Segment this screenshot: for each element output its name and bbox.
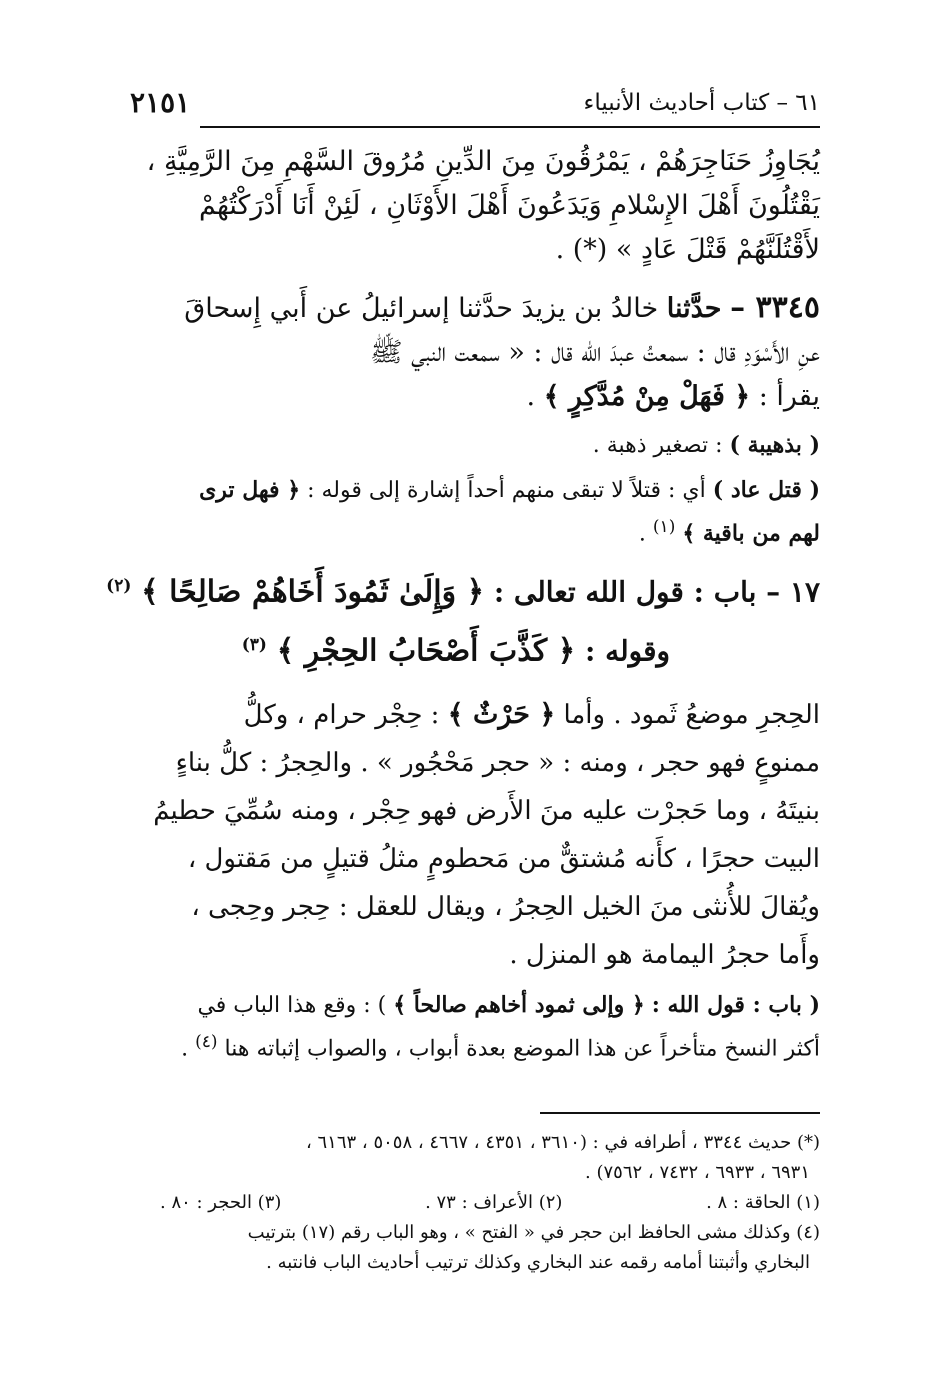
gloss-bdhuhayba — [128, 427, 820, 464]
explanation-line: وأَما حجرُ اليمامة هو المنزل . — [509, 939, 820, 970]
explanation-line: البيت حجرًا ، كأَنه مُشتقٌّ من مَحطومٍ مثلُ قتيلٍ من مَقتول ، — [187, 843, 820, 874]
explanation-line: بنيتَهُ ، وما حَجرْت عليه منَ الأَرض فهو حِجْر ، ومنه سُمِّيَ حطيمُ — [153, 795, 820, 826]
gloss-qatl-aad-cont — [128, 509, 820, 552]
chapter-title: ١٧ – باب : قول الله تعالى : — [493, 575, 820, 609]
chapter-title: وقوله : — [585, 633, 670, 667]
commentary — [128, 427, 820, 552]
gloss-term: ( بذهيبة ) — [729, 432, 820, 458]
hadith-line: عنِ الأَسْوَدِ قال : سمعتُ عبدَ الله قال : « سمعت النبي ﷺ — [369, 337, 820, 368]
quran-verse: ﴿ كَذَّبَ أَصْحَابُ الحِجْرِ ﴾ — [276, 632, 576, 668]
footnote-1: (١) الحاقة : ٨ . — [706, 1192, 820, 1213]
chapter-line — [128, 619, 820, 677]
hadith-number: ٣٣٤٥ – — [730, 290, 820, 325]
gloss-term: ( باب : قول الله : — [651, 991, 820, 1018]
hadith-line: لأَقْتُلَنَّهُمْ قَتْلَ عَادٍ » (*) . — [555, 234, 820, 265]
footnote-ref: (٢) — [106, 576, 132, 597]
gloss-text: أكثر النسخ متأخراً عن هذا الموضع بعدة أبواب ، والصواب إثباته هنا — [224, 1036, 820, 1062]
gloss-term: ( قتل عاد ) — [712, 477, 820, 503]
quran-verse: ﴿ حَرْثٌ ﴾ — [447, 698, 556, 730]
quran-verse: ﴿ وَإِلَىٰ ثَمُودَ أَخَاهُمْ صَالِحًا ﴾ — [141, 574, 485, 610]
explanation-line: ممنوعٍ فهو حجر ، ومنه : « حجر مَحْجُور » . والحِجرُ : كلُّ بناءٍ — [175, 747, 820, 778]
hadith-continuation — [128, 140, 820, 272]
running-title: ٦١ – كتاب أحاديث الأنبياء — [583, 90, 820, 116]
hadith-text: . — [526, 381, 536, 412]
chapter-line — [106, 560, 820, 618]
bab-note — [128, 987, 820, 1067]
bab-note-line — [128, 987, 820, 1024]
gloss-text: ) : وقع هذا الباب في — [197, 992, 387, 1018]
gloss-text: : تصغير ذهبة . — [592, 433, 723, 458]
gloss-text: . — [181, 1036, 189, 1062]
gloss-text: . — [638, 521, 646, 547]
hadith-line: يَقْتُلُونَ أَهْلَ الإِسْلامِ وَيَدَعُونَ أَهْلَ الأَوْثَانِ ، لَئِنْ أَنَا أَدْرَكْتُهُمْ — [199, 190, 820, 221]
footnote-star-cont: ٦٩٣١ ، ٦٩٣٣ ، ٧٤٣٢ ، ٧٥٦٢) . — [585, 1162, 810, 1183]
quran-verse: لهم من باقية ﴾ — [682, 520, 820, 547]
chapter-heading — [106, 560, 820, 677]
hadith-3345 — [128, 286, 820, 419]
main-text — [106, 140, 820, 1067]
page-number: ٢١٥١ — [130, 86, 191, 119]
footnote-ref: (٣) — [241, 634, 267, 655]
footnote-ref: (٤) — [195, 1031, 218, 1052]
footnote-2: (٢) الأعراف : ٧٣ . — [425, 1192, 563, 1213]
hadith-text: يقرأ : — [758, 381, 820, 412]
footnote-3: (٣) الحجر : ٨٠ . — [160, 1192, 282, 1213]
hadith-line — [128, 286, 820, 331]
hadith-text: خالدُ بن يزيدَ حدَّثنا إسرائيلُ عن أَبي إِسحاقَ — [184, 293, 659, 324]
gloss-text: أي : قتلاً لا تبقى منهم أحداً إشارة إلى قوله : — [307, 478, 706, 503]
footnote-star: (*) حديث ٣٣٤٤ ، أطرافه في : (٣٦١٠ ، ٤٣٥١ ، ٤٦٦٧ ، ٥٠٥٨ ، ٦١٦٣ ، — [305, 1132, 820, 1153]
footnotes — [128, 1128, 820, 1278]
page-header — [130, 86, 820, 120]
hadith-line: يُجَاوِزُ حَنَاجِرَهُمْ ، يَمْرُقُونَ مِنَ الدِّينِ مُرُوقَ السَّهْمِ مِنَ الرَّمِيَّةِ ، — [146, 146, 820, 177]
hadith-lead: حدَّثنا — [666, 293, 722, 324]
explanation-line — [128, 691, 820, 739]
footnote-4-cont: البخاري وأثبتنا أمامه رقمه عند البخاري وكذلك ترتيب أحاديث الباب فانتبه . — [266, 1252, 810, 1273]
footnote-rule — [540, 1112, 820, 1114]
footnote-row — [160, 1188, 820, 1218]
explanation-text: : حِجْر حرام ، وكلُّ — [243, 699, 440, 730]
header-rule — [200, 126, 820, 128]
bab-note-line — [128, 1024, 820, 1067]
explanation-text: الحِجرِ موضعُ ثَمود . وأما — [563, 699, 820, 730]
footnote-ref: (١) — [652, 517, 676, 537]
hijr-explanation — [128, 691, 820, 979]
hadith-line — [128, 375, 820, 419]
gloss-qatl-aad — [128, 472, 820, 509]
quran-verse: ﴿ وإلى ثمود أخاهم صالحاً ﴾ — [393, 991, 645, 1018]
explanation-line: ويُقالَ للأُنثى منَ الخيل الحِجرُ ، ويقال للعقل : حِجر وحِجى ، — [191, 891, 820, 922]
quran-verse: ﴿ فَهَلْ مِنْ مُدَّكِرٍ ﴾ — [543, 381, 751, 412]
quran-verse: ﴿ فهل ترى — [199, 477, 301, 503]
footnote-4: (٤) وكذلك مشى الحافظ ابن حجر في « الفتح » ، وهو الباب رقم (١٧) بترتيب — [247, 1222, 820, 1243]
